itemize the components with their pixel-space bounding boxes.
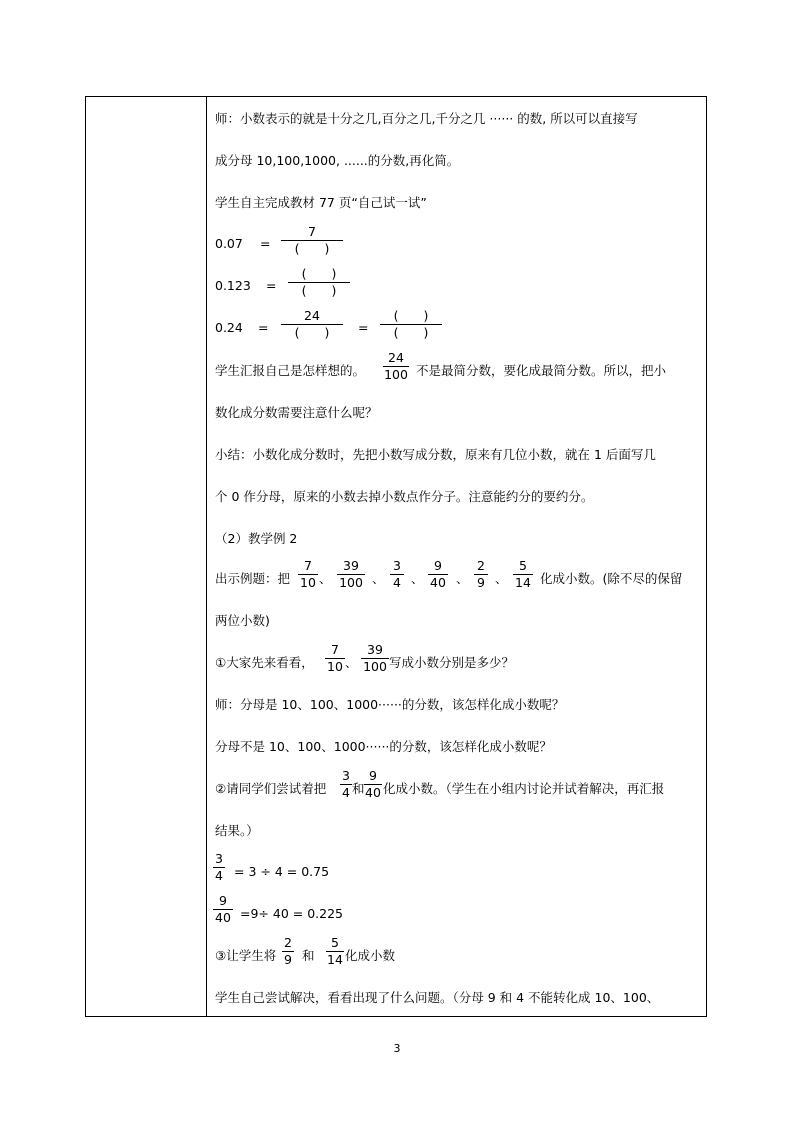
text-line-4a: 学生汇报自己是怎样想的。 [215, 363, 366, 378]
denominator: 4 [215, 868, 223, 883]
text-and: 和 [302, 948, 315, 963]
text-and: 和 [352, 781, 365, 796]
eq1-left: 0.07 [215, 236, 243, 251]
separator: 、 [495, 571, 508, 586]
numerator: 5 [331, 935, 339, 950]
numerator: 2 [477, 558, 485, 573]
fraction-5-14 [326, 936, 344, 967]
calculation-9-40: =9÷ 40 = 0.225 [240, 906, 343, 921]
numerator: 39 [343, 558, 359, 573]
fraction-9-40 [428, 559, 448, 590]
eq3-left: 0.24 [215, 320, 243, 335]
text-line-7: 个 0 作分母，原来的小数去掉小数点作分子。注意能约分的要约分。 [215, 489, 594, 504]
text-line-4b: 不是最简分数，要化成最简分数。所以，把小 [416, 363, 667, 378]
numerator: 2 [284, 935, 292, 950]
denominator: 10 [327, 659, 343, 674]
text-line-12: 师：分母是 10、100、1000······的分数，该怎样化成小数呢？ [215, 697, 565, 712]
fraction-blank-0.24-a [281, 309, 343, 340]
text-line-3: 学生自主完成教材 77 页“自己试一试” [215, 195, 427, 210]
eq3-equals: = [258, 320, 269, 335]
fraction-9-40 [213, 894, 233, 925]
fraction-7-10 [325, 643, 345, 674]
denominator: 14 [327, 952, 343, 967]
numerator: 39 [367, 642, 383, 657]
denominator: 14 [515, 575, 531, 590]
text-line-13: 分母不是 10、100、1000······的分数，该怎样化成小数呢？ [215, 739, 552, 754]
eq2-equals: = [266, 278, 277, 293]
denominator: 4 [342, 785, 350, 800]
left-column [86, 97, 207, 1016]
denominator: 9 [284, 952, 292, 967]
denominator: ( ) [294, 241, 330, 256]
fraction-2-9 [282, 936, 294, 967]
fraction-3-4 [340, 769, 352, 800]
denominator: 40 [215, 910, 231, 925]
separator: 、 [411, 571, 424, 586]
text-line-9b: 化成小数。(除不尽的保留 [540, 571, 683, 586]
fraction-2-9 [474, 559, 488, 590]
fraction-3-4 [390, 559, 404, 590]
text-line-1: 师：小数表示的就是十分之几,百分之几,千分之几 ······ 的数, 所以可以直接写 [215, 111, 638, 126]
separator: 、 [345, 655, 358, 670]
fraction-39-100 [337, 559, 365, 590]
fraction-39-100 [361, 643, 389, 674]
fraction-3-4 [213, 852, 225, 883]
numerator: 24 [304, 308, 320, 323]
text-line-6: 小结：小数化成分数时，先把小数写成分数，原来有几位小数，就在 1 后面写几 [215, 447, 656, 462]
numerator: 9 [219, 893, 227, 908]
numerator: ( ) [301, 266, 337, 281]
denominator: 40 [365, 785, 381, 800]
fraction-9-40 [364, 769, 382, 800]
separator: 、 [319, 571, 332, 586]
page-number: 3 [393, 1042, 401, 1055]
text-line-18a: ③让学生将 [215, 948, 277, 963]
numerator: 9 [434, 558, 442, 573]
denominator: 100 [363, 659, 387, 674]
fraction-blank-0.24-b [380, 309, 442, 340]
denominator: 100 [384, 367, 408, 382]
text-line-15: 结果。） [215, 823, 259, 838]
denominator: 10 [300, 575, 316, 590]
denominator: 100 [339, 575, 363, 590]
text-line-14b: 化成小数。（学生在小组内讨论并试着解决，再汇报 [383, 781, 665, 796]
eq1-equals: = [260, 236, 271, 251]
fraction-blank-0.07 [281, 225, 343, 256]
numerator: 7 [308, 224, 316, 239]
denominator: 9 [477, 575, 485, 590]
denominator: ( ) [294, 325, 330, 340]
text-line-14a: ②请同学们尝试着把 [215, 781, 327, 796]
text-line-18b: 化成小数 [345, 948, 396, 963]
text-line-11b: 写成小数分别是多少？ [389, 655, 515, 670]
numerator: 7 [331, 642, 339, 657]
separator: 、 [372, 571, 385, 586]
fraction-24-100 [383, 351, 409, 382]
text-line-2: 成分母 10,100,1000, ......的分数,再化简。 [215, 153, 460, 168]
numerator: 3 [342, 768, 350, 783]
numerator: 3 [215, 851, 223, 866]
numerator: 9 [369, 768, 377, 783]
numerator: 7 [304, 558, 312, 573]
denominator: ( ) [301, 283, 337, 298]
fraction-7-10 [298, 559, 318, 590]
separator: 、 [456, 571, 469, 586]
fraction-blank-0.123 [288, 267, 350, 298]
calculation-3-4: = 3 ÷ 4 = 0.75 [234, 864, 330, 879]
text-line-11a: ①大家先来看看， [215, 655, 314, 670]
text-line-9a: 出示例题：把 [215, 571, 291, 586]
text-line-8: （2）教学例 2 [215, 531, 298, 546]
text-line-5: 数化成分数需要注意什么呢？ [215, 405, 378, 420]
denominator: 40 [430, 575, 446, 590]
eq2-left: 0.123 [215, 278, 251, 293]
numerator: ( ) [393, 308, 429, 323]
numerator: 5 [519, 558, 527, 573]
denominator: 4 [393, 575, 401, 590]
numerator: 24 [388, 350, 404, 365]
text-line-19: 学生自己尝试解决，看看出现了什么问题。（分母 9 和 4 不能转化成 10、100、 [215, 990, 660, 1005]
denominator: ( ) [393, 325, 429, 340]
fraction-5-14 [513, 559, 533, 590]
eq3-equals-2: = [358, 320, 369, 335]
page-table [85, 96, 707, 1017]
text-line-10: 两位小数) [215, 613, 270, 628]
numerator: 3 [393, 558, 401, 573]
